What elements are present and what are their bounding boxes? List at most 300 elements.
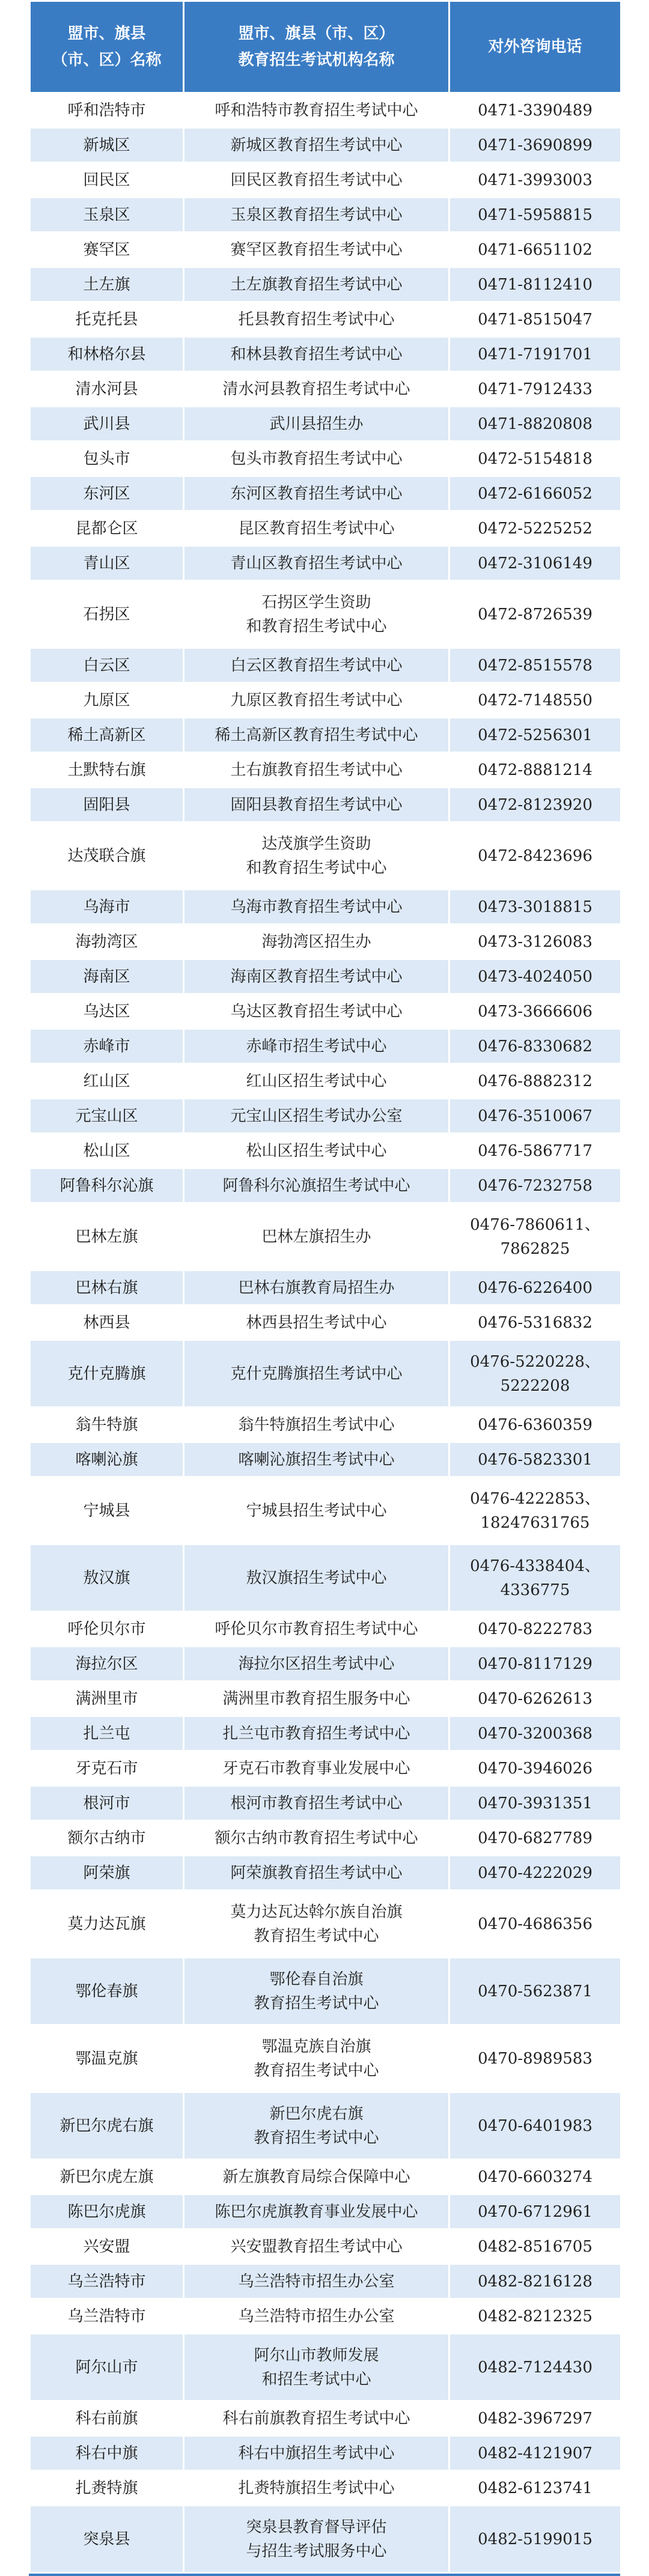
- table-row: [30, 925, 621, 959]
- cell-organization: [184, 2299, 449, 2334]
- cell-phone: [449, 1442, 621, 1477]
- phone-line: 0471-3690899: [478, 136, 593, 154]
- organization-line: 科右中旗招生考试中心: [238, 2444, 395, 2462]
- cell-region: 翁牛特旗: [30, 1408, 184, 1442]
- cell-organization: [184, 198, 449, 232]
- cell-region: 陈巴尔虎旗: [30, 2195, 184, 2229]
- phone-line: 0471-8112410: [478, 275, 593, 294]
- cell-organization: [184, 581, 449, 648]
- cell-phone: [449, 302, 621, 337]
- table-row: [30, 1821, 621, 1856]
- cell-region: 阿尔山市: [30, 2334, 184, 2401]
- organization-line: 海拉尔区招生考试中心: [238, 1654, 395, 1673]
- cell-phone: [449, 1786, 621, 1821]
- table-row: [30, 372, 621, 407]
- cell-phone: [449, 267, 621, 302]
- organization-line: 鄂伦春自治旗: [269, 1970, 364, 1988]
- cell-phone: [449, 753, 621, 788]
- cell-phone: [449, 581, 621, 648]
- cell-region: 满洲里市: [30, 1681, 184, 1716]
- cell-organization: [184, 2025, 449, 2092]
- table-row: [30, 822, 621, 890]
- cell-region: 阿鲁科尔沁旗: [30, 1168, 184, 1203]
- phone-line: 0470-8989583: [478, 2049, 593, 2068]
- table-body: [30, 93, 621, 2573]
- table-row: [30, 1099, 621, 1134]
- cell-phone: [449, 1751, 621, 1786]
- cell-organization: [184, 1271, 449, 1305]
- organization-line: 阿尔山市教师发展: [254, 2346, 379, 2365]
- cell-organization: [184, 1716, 449, 1751]
- header-organization: [184, 1, 449, 93]
- cell-phone: [449, 546, 621, 581]
- cell-region: 扎赉特旗: [30, 2471, 184, 2506]
- cell-region: 突泉县: [30, 2506, 184, 2573]
- organization-line: 红山区招生考试中心: [246, 1072, 387, 1090]
- cell-organization: [184, 1891, 449, 1958]
- phone-line: 0472-8123920: [478, 795, 593, 814]
- cell-region: 林西县: [30, 1305, 184, 1340]
- organization-line: 林西县招生考试中心: [246, 1313, 387, 1332]
- cell-organization: [184, 128, 449, 163]
- phone-line: 4336775: [500, 1581, 570, 1599]
- cell-organization: [184, 302, 449, 337]
- table-row: [30, 1064, 621, 1099]
- cell-organization: [184, 2401, 449, 2436]
- cell-region: 土默特右旗: [30, 753, 184, 788]
- cell-phone: [449, 1029, 621, 1064]
- cell-region: 莫力达瓦旗: [30, 1891, 184, 1958]
- organization-line: 扎赉特旗招生考试中心: [238, 2479, 395, 2497]
- organization-line: 喀喇沁旗招生考试中心: [238, 1450, 395, 1469]
- table-row: [30, 648, 621, 683]
- header-region-line-2: （市、区）名称: [52, 51, 162, 69]
- organization-line: 翁牛特旗招生考试中心: [238, 1415, 395, 1434]
- phone-line: 0471-8820808: [478, 415, 593, 433]
- cell-phone: [449, 476, 621, 511]
- phone-line: 0472-5225252: [478, 519, 593, 538]
- cell-organization: [184, 337, 449, 372]
- cell-phone: [449, 2025, 621, 2092]
- cell-phone: [449, 198, 621, 232]
- organization-line: 额尔古纳市教育招生考试中心: [215, 1829, 418, 1847]
- cell-region: 呼和浩特市: [30, 93, 184, 128]
- organization-line: 松山区招生考试中心: [246, 1141, 387, 1160]
- header-organization-line-1: 盟市、旗县（市、区）: [238, 25, 395, 43]
- cell-phone: [449, 648, 621, 683]
- phone-line: 0470-6827789: [478, 1829, 593, 1847]
- cell-region: 稀土高新区: [30, 718, 184, 753]
- cell-organization: [184, 788, 449, 822]
- cell-region: 根河市: [30, 1786, 184, 1821]
- cell-region: 新巴尔虎左旗: [30, 2160, 184, 2195]
- cell-region: 牙克石市: [30, 1751, 184, 1786]
- cell-organization: [184, 407, 449, 442]
- phone-line: 0470-6712961: [478, 2202, 593, 2221]
- table-bottom-rule: [29, 2574, 620, 2576]
- phone-line: 0476-7860611、: [470, 1215, 600, 1234]
- table-row: [30, 1408, 621, 1442]
- cell-organization: [184, 1203, 449, 1271]
- cell-phone: [449, 1545, 621, 1612]
- phone-line: 0470-5623871: [478, 1982, 593, 2000]
- table-row: [30, 2436, 621, 2471]
- cell-phone: [449, 2401, 621, 2436]
- cell-organization: [184, 2160, 449, 2195]
- phone-line: 0471-7912433: [478, 380, 593, 398]
- phone-line: 0482-6123741: [478, 2479, 593, 2497]
- table-row: [30, 2229, 621, 2264]
- cell-region: 鄂伦春旗: [30, 1958, 184, 2025]
- phone-line: 0482-4121907: [478, 2444, 593, 2462]
- cell-phone: [449, 890, 621, 925]
- cell-phone: [449, 1716, 621, 1751]
- phone-line: 0476-7232758: [478, 1176, 593, 1195]
- table-row: [30, 718, 621, 753]
- cell-organization: [184, 925, 449, 959]
- cell-region: 九原区: [30, 683, 184, 718]
- cell-phone: [449, 2264, 621, 2299]
- cell-organization: [184, 1168, 449, 1203]
- table-row: [30, 546, 621, 581]
- table-row: [30, 2025, 621, 2092]
- cell-organization: [184, 1786, 449, 1821]
- organization-line: 元宝山区招生考试办公室: [230, 1107, 403, 1125]
- cell-organization: [184, 546, 449, 581]
- cell-region: 海拉尔区: [30, 1647, 184, 1681]
- table-row: [30, 581, 621, 648]
- cell-phone: [449, 442, 621, 476]
- header-region-line-1: 盟市、旗县: [67, 25, 146, 43]
- cell-phone: [449, 2160, 621, 2195]
- organization-line: 克什克腾旗招生考试中心: [230, 1364, 403, 1383]
- table-row: [30, 2264, 621, 2299]
- table-row: [30, 2092, 621, 2160]
- cell-region: 和林格尔县: [30, 337, 184, 372]
- cell-phone: [449, 232, 621, 267]
- cell-region: 清水河县: [30, 372, 184, 407]
- table-row: [30, 753, 621, 788]
- phone-line: 0470-3200368: [478, 1724, 593, 1743]
- cell-phone: [449, 2436, 621, 2471]
- phone-line: 0472-8726539: [478, 605, 593, 624]
- phone-line: 0471-3390489: [478, 101, 593, 120]
- cell-organization: [184, 1340, 449, 1408]
- table-row: [30, 1340, 621, 1408]
- cell-region: 青山区: [30, 546, 184, 581]
- table-row: [30, 1612, 621, 1647]
- header-phone-line-1: 对外咨询电话: [488, 38, 582, 56]
- organization-line: 突泉县教育督导评估: [246, 2518, 387, 2536]
- cell-phone: [449, 822, 621, 890]
- organization-line: 新巴尔虎右旗: [269, 2104, 364, 2123]
- table-row: [30, 1203, 621, 1271]
- cell-region: 巴林右旗: [30, 1271, 184, 1305]
- table-row: [30, 302, 621, 337]
- organization-line: 敖汉旗招生考试中心: [246, 1569, 387, 1587]
- cell-region: 新城区: [30, 128, 184, 163]
- cell-region: 包头市: [30, 442, 184, 476]
- cell-organization: [184, 959, 449, 994]
- organization-line: 鄂温克族自治旗: [261, 2037, 371, 2056]
- phone-line: 0470-3931351: [478, 1794, 593, 1812]
- cell-region: 松山区: [30, 1134, 184, 1168]
- cell-organization: [184, 648, 449, 683]
- organization-line: 乌海市教育招生考试中心: [230, 898, 403, 916]
- phone-line: 0473-3018815: [478, 898, 593, 916]
- phone-line: 0471-5958815: [478, 205, 593, 224]
- phone-line: 0472-5256301: [478, 726, 593, 744]
- exam-office-contact-table: [29, 0, 622, 2574]
- cell-region: 喀喇沁旗: [30, 1442, 184, 1477]
- cell-region: 兴安盟: [30, 2229, 184, 2264]
- cell-region: 武川县: [30, 407, 184, 442]
- table-row: [30, 128, 621, 163]
- organization-line: 白云区教育招生考试中心: [230, 656, 403, 675]
- phone-line: 0476-4338404、: [470, 1557, 600, 1575]
- cell-phone: [449, 511, 621, 546]
- organization-line: 教育招生考试中心: [254, 1927, 379, 1945]
- cell-organization: [184, 2092, 449, 2160]
- phone-line: 0482-7124430: [478, 2358, 593, 2377]
- cell-region: 敖汉旗: [30, 1545, 184, 1612]
- organization-line: 根河市教育招生考试中心: [230, 1794, 403, 1812]
- organization-line: 石拐区学生资助: [261, 593, 371, 612]
- organization-line: 教育招生考试中心: [254, 2061, 379, 2080]
- cell-phone: [449, 1958, 621, 2025]
- cell-region: 呼伦贝尔市: [30, 1612, 184, 1647]
- table-row: [30, 337, 621, 372]
- cell-organization: [184, 1612, 449, 1647]
- table-row: [30, 1134, 621, 1168]
- phone-line: 0476-6360359: [478, 1415, 593, 1434]
- table-row: [30, 1856, 621, 1891]
- phone-line: 0476-3510067: [478, 1107, 593, 1125]
- table-row: [30, 1681, 621, 1716]
- cell-organization: [184, 511, 449, 546]
- table-row: [30, 1442, 621, 1477]
- organization-line: 固阳县教育招生考试中心: [230, 795, 403, 814]
- organization-line: 巴林左旗招生办: [261, 1227, 371, 1246]
- cell-organization: [184, 93, 449, 128]
- phone-line: 0470-4222029: [478, 1864, 593, 1882]
- organization-line: 兴安盟教育招生考试中心: [230, 2237, 403, 2256]
- organization-line: 牙克石市教育事业发展中心: [222, 1759, 410, 1778]
- phone-line: 7862825: [500, 1239, 570, 1258]
- organization-line: 赛罕区教育招生考试中心: [230, 240, 403, 259]
- header-phone: [449, 1, 621, 93]
- cell-phone: [449, 718, 621, 753]
- organization-line: 包头市教育招生考试中心: [230, 449, 403, 468]
- organization-line: 东河区教育招生考试中心: [230, 484, 403, 503]
- cell-region: 玉泉区: [30, 198, 184, 232]
- cell-phone: [449, 128, 621, 163]
- cell-region: 海南区: [30, 959, 184, 994]
- cell-phone: [449, 683, 621, 718]
- cell-region: 宁城县: [30, 1477, 184, 1545]
- organization-line: 清水河县教育招生考试中心: [222, 380, 410, 398]
- cell-region: 固阳县: [30, 788, 184, 822]
- cell-organization: [184, 2436, 449, 2471]
- cell-region: 鄂温克旗: [30, 2025, 184, 2092]
- cell-organization: [184, 163, 449, 198]
- cell-organization: [184, 1856, 449, 1891]
- cell-organization: [184, 2334, 449, 2401]
- cell-region: 东河区: [30, 476, 184, 511]
- cell-organization: [184, 442, 449, 476]
- organization-line: 土右旗教育招生考试中心: [230, 761, 403, 779]
- cell-organization: [184, 1099, 449, 1134]
- cell-phone: [449, 1856, 621, 1891]
- cell-organization: [184, 1064, 449, 1099]
- cell-phone: [449, 2299, 621, 2334]
- phone-line: 0472-8423696: [478, 846, 593, 865]
- cell-phone: [449, 337, 621, 372]
- cell-region: 克什克腾旗: [30, 1340, 184, 1408]
- cell-region: 阿荣旗: [30, 1856, 184, 1891]
- cell-organization: [184, 1442, 449, 1477]
- cell-phone: [449, 1681, 621, 1716]
- cell-phone: [449, 1821, 621, 1856]
- cell-phone: [449, 2229, 621, 2264]
- cell-organization: [184, 1821, 449, 1856]
- cell-organization: [184, 2506, 449, 2573]
- organization-line: 回民区教育招生考试中心: [230, 171, 403, 189]
- table-row: [30, 683, 621, 718]
- cell-organization: [184, 1305, 449, 1340]
- table-row: [30, 2299, 621, 2334]
- phone-line: 0482-3967297: [478, 2409, 593, 2428]
- phone-line: 0470-8117129: [478, 1654, 593, 1673]
- cell-organization: [184, 1681, 449, 1716]
- organization-line: 乌兰浩特市招生办公室: [238, 2307, 395, 2325]
- cell-phone: [449, 372, 621, 407]
- organization-line: 武川县招生办: [269, 415, 364, 433]
- cell-region: 托克托县: [30, 302, 184, 337]
- organization-line: 昆区教育招生考试中心: [238, 519, 395, 538]
- header-organization-line-2: 教育招生考试机构名称: [238, 51, 395, 69]
- cell-region: 达茂联合旗: [30, 822, 184, 890]
- header-region: [30, 1, 184, 93]
- phone-line: 0472-8881214: [478, 761, 593, 779]
- organization-line: 青山区教育招生考试中心: [230, 554, 403, 573]
- cell-organization: [184, 2195, 449, 2229]
- organization-line: 与招生考试服务中心: [246, 2542, 387, 2560]
- cell-phone: [449, 788, 621, 822]
- cell-phone: [449, 959, 621, 994]
- cell-region: 白云区: [30, 648, 184, 683]
- cell-phone: [449, 1168, 621, 1203]
- table-row: [30, 2401, 621, 2436]
- table-row: [30, 93, 621, 128]
- organization-line: 陈巴尔虎旗教育事业发展中心: [215, 2202, 418, 2221]
- phone-line: 0470-6262613: [478, 1689, 593, 1708]
- organization-line: 和教育招生考试中心: [246, 617, 387, 636]
- cell-region: 海勃湾区: [30, 925, 184, 959]
- table-row: [30, 1168, 621, 1203]
- organization-line: 海勃湾区招生办: [261, 932, 371, 951]
- phone-line: 0473-4024050: [478, 967, 593, 986]
- organization-line: 乌达区教育招生考试中心: [230, 1002, 403, 1021]
- cell-organization: [184, 753, 449, 788]
- cell-phone: [449, 2334, 621, 2401]
- cell-organization: [184, 822, 449, 890]
- cell-phone: [449, 1203, 621, 1271]
- organization-line: 教育招生考试中心: [254, 1994, 379, 2012]
- cell-phone: [449, 1305, 621, 1340]
- cell-organization: [184, 232, 449, 267]
- phone-line: 0470-6603274: [478, 2167, 593, 2186]
- cell-phone: [449, 1477, 621, 1545]
- cell-phone: [449, 1647, 621, 1681]
- phone-line: 0476-5823301: [478, 1450, 593, 1469]
- table-row: [30, 1786, 621, 1821]
- cell-phone: [449, 2506, 621, 2573]
- table-row: [30, 476, 621, 511]
- organization-line: 和林县教育招生考试中心: [230, 345, 403, 363]
- table-row: [30, 2334, 621, 2401]
- organization-line: 阿鲁科尔沁旗招生考试中心: [222, 1176, 410, 1195]
- phone-line: 0482-8212325: [478, 2307, 593, 2325]
- phone-line: 0472-6166052: [478, 484, 593, 503]
- cell-organization: [184, 1545, 449, 1612]
- organization-line: 乌兰浩特市招生办公室: [238, 2272, 395, 2291]
- table-row: [30, 2506, 621, 2573]
- organization-line: 满洲里市教育招生服务中心: [222, 1689, 410, 1708]
- phone-line: 0471-7191701: [478, 345, 593, 363]
- table-row: [30, 442, 621, 476]
- organization-line: 和教育招生考试中心: [246, 858, 387, 877]
- table-row: [30, 890, 621, 925]
- cell-organization: [184, 372, 449, 407]
- organization-line: 土左旗教育招生考试中心: [230, 275, 403, 294]
- phone-line: 0482-8216128: [478, 2272, 593, 2291]
- cell-phone: [449, 1612, 621, 1647]
- cell-phone: [449, 925, 621, 959]
- cell-organization: [184, 1647, 449, 1681]
- organization-line: 托县教育招生考试中心: [238, 310, 395, 329]
- table-row: [30, 267, 621, 302]
- cell-region: 科右中旗: [30, 2436, 184, 2471]
- phone-line: 0476-8330682: [478, 1037, 593, 1056]
- table-row: [30, 2195, 621, 2229]
- organization-line: 呼和浩特市教育招生考试中心: [215, 101, 418, 120]
- header-row: [30, 1, 621, 93]
- cell-organization: [184, 1477, 449, 1545]
- cell-organization: [184, 476, 449, 511]
- cell-phone: [449, 1340, 621, 1408]
- cell-phone: [449, 2471, 621, 2506]
- phone-line: 0471-8515047: [478, 310, 593, 329]
- cell-region: 额尔古纳市: [30, 1821, 184, 1856]
- table-row: [30, 1545, 621, 1612]
- phone-line: 0470-8222783: [478, 1620, 593, 1638]
- cell-region: 乌兰浩特市: [30, 2264, 184, 2299]
- cell-organization: [184, 1134, 449, 1168]
- phone-line: 0472-3106149: [478, 554, 593, 573]
- table-row: [30, 788, 621, 822]
- contact-table-sheet: [29, 0, 620, 2576]
- cell-phone: [449, 994, 621, 1029]
- cell-phone: [449, 407, 621, 442]
- cell-organization: [184, 890, 449, 925]
- cell-region: 扎兰屯: [30, 1716, 184, 1751]
- table-row: [30, 232, 621, 267]
- phone-line: 0470-6401983: [478, 2116, 593, 2135]
- cell-organization: [184, 2229, 449, 2264]
- cell-organization: [184, 267, 449, 302]
- cell-organization: [184, 1408, 449, 1442]
